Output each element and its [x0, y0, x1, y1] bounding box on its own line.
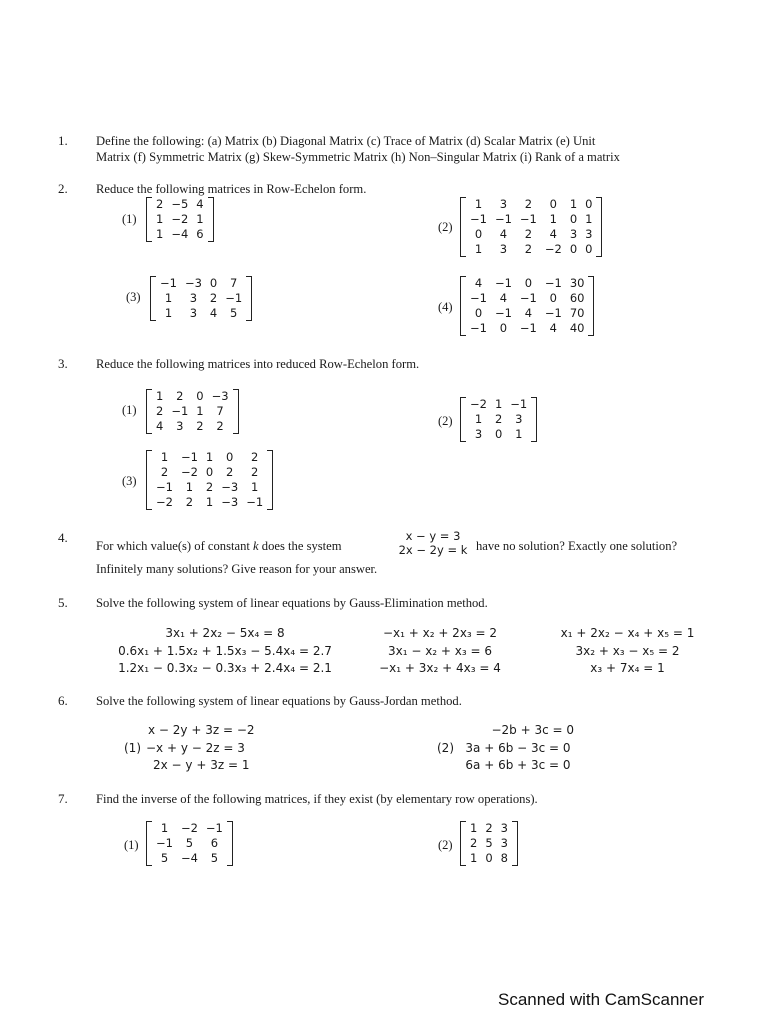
q2-number: 2.: [58, 181, 68, 196]
bracket-right: [588, 276, 594, 336]
matrix-row: [152, 851, 227, 866]
matrix-cell: 1: [494, 397, 503, 411]
matrix-cell: 1: [470, 821, 478, 835]
matrix-cell: 2: [156, 197, 164, 211]
matrix-cell: 2: [470, 836, 478, 850]
q7-matrix-2: [460, 821, 518, 866]
q6-sys1-eq3: 2x − y + 3z = 1: [153, 758, 250, 772]
matrix-cell: 0: [474, 306, 483, 320]
q2-matrix-4: [460, 276, 594, 336]
matrix-cell: 0: [226, 450, 234, 464]
matrix-cell: 6: [210, 836, 219, 850]
matrix-row: [152, 197, 208, 212]
q5-system-1: [100, 625, 350, 678]
matrix-cell: −1: [519, 321, 537, 335]
matrix-table: [152, 389, 233, 434]
matrix-row: [466, 212, 596, 227]
matrix-table: [152, 821, 227, 866]
q4-line2: Infinitely many solutions? Give reason for your answer.: [96, 562, 378, 576]
matrix-cell: −1: [470, 291, 487, 305]
matrix-cell: 2: [216, 419, 224, 433]
q1-line2: Matrix (f) Symmetric Matrix (g) Skew-Symmetric Matrix (h) Non–Singular Matrix (i) Rank of a matrix: [96, 150, 620, 164]
matrix-cell: 1: [549, 212, 557, 226]
matrix-cell: −1: [544, 306, 562, 320]
q6-sys1-eq1: x − 2y + 3z = −2: [148, 723, 255, 737]
matrix-cell: −1: [519, 212, 537, 226]
matrix-cell: 2: [185, 495, 194, 509]
q2-m1-label: (1): [122, 212, 137, 226]
matrix-cell: 2: [226, 465, 234, 479]
matrix-cell: −3: [221, 495, 239, 509]
matrix-cell: 0: [485, 851, 493, 865]
matrix-cell: 40: [569, 321, 585, 335]
q5-sys2-eq2: 3x₁ − x₂ + x₃ = 6: [387, 643, 493, 658]
q4-post: have no solution? Exactly one solution?: [476, 539, 678, 553]
matrix-cell: 1: [205, 495, 214, 509]
q3-matrix-3: [146, 450, 273, 510]
q6-text: Solve the following system of linear equations by Gauss-Jordan method.: [96, 694, 462, 708]
matrix-cell: −1: [470, 321, 487, 335]
matrix-cell: 1: [251, 480, 259, 494]
matrix-cell: 3: [500, 821, 508, 835]
matrix-cell: 0: [585, 242, 593, 256]
matrix-row: [466, 291, 588, 306]
q5-number: 5.: [58, 595, 68, 610]
bracket-right: [246, 276, 252, 321]
q4-eq1: x − y = 3: [405, 529, 461, 543]
q3-matrix-1: [146, 389, 239, 434]
matrix-cell: 3: [189, 306, 198, 320]
q5-sys3-eq2: 3x₂ + x₃ − x₅ = 2: [575, 643, 680, 658]
matrix-cell: 1: [196, 404, 204, 418]
q1-text: [96, 133, 736, 165]
matrix-cell: 1: [205, 450, 214, 464]
matrix-row: [152, 419, 233, 434]
matrix-cell: 0: [524, 276, 533, 290]
q6-sys2-eq3: 6a + 6b + 3c = 0: [465, 758, 571, 772]
matrix-table: [156, 276, 246, 321]
matrix-cell: 4: [524, 306, 533, 320]
matrix-row: [466, 851, 512, 866]
matrix-cell: 3: [499, 242, 508, 256]
matrix-table: [466, 276, 588, 336]
matrix-cell: 2: [524, 242, 533, 256]
matrix-cell: 2: [485, 821, 493, 835]
matrix-cell: −1: [225, 291, 243, 305]
matrix-row: [156, 291, 246, 306]
q3-matrix-2: [460, 397, 537, 442]
matrix-table: [152, 450, 267, 510]
matrix-cell: −2: [544, 242, 562, 256]
matrix-cell: 1: [156, 389, 164, 403]
q2-text: Reduce the following matrices in Row-Echelon form.: [96, 182, 367, 196]
matrix-row: [152, 404, 233, 419]
bracket-right: [233, 389, 239, 434]
matrix-cell: 1: [474, 197, 483, 211]
matrix-row: [466, 836, 512, 851]
matrix-row: [152, 450, 267, 465]
matrix-cell: −5: [171, 197, 189, 211]
matrix-cell: 2: [251, 450, 259, 464]
q6-label-2: (2): [437, 741, 454, 755]
matrix-cell: 1: [164, 306, 173, 320]
matrix-cell: 60: [569, 291, 585, 305]
matrix-cell: 4: [499, 227, 508, 241]
matrix-row: [466, 306, 588, 321]
q2-m3-label: (3): [126, 290, 141, 304]
q3-text: Reduce the following matrices into reduced Row-Echelon form.: [96, 357, 420, 371]
q5-sys1-eq1: 3x₁ + 2x₂ − 5x₄ = 8: [165, 626, 285, 640]
matrix-cell: 0: [499, 321, 508, 335]
matrix-row: [152, 212, 208, 227]
q3-m3-label: (3): [122, 474, 137, 488]
matrix-cell: −1: [156, 836, 173, 850]
q5-sys2-eq1: −x₁ + x₂ + 2x₃ = 2: [382, 626, 498, 640]
q6-system-2: [458, 722, 578, 775]
matrix-cell: 5: [485, 836, 493, 850]
matrix-cell: 8: [500, 851, 508, 865]
matrix-cell: 6: [196, 227, 204, 241]
matrix-cell: 3: [499, 197, 508, 211]
bracket-right: [227, 821, 233, 866]
matrix-cell: −1: [180, 450, 198, 464]
matrix-cell: 2: [251, 465, 259, 479]
matrix-cell: 3: [176, 419, 184, 433]
matrix-cell: 2: [176, 389, 184, 403]
matrix-cell: 5: [160, 851, 169, 865]
matrix-row: [156, 276, 246, 291]
q3-m1-label: (1): [122, 403, 137, 417]
matrix-cell: 2: [494, 412, 503, 426]
matrix-cell: 5: [230, 306, 238, 320]
q6-system-1: [146, 722, 296, 775]
matrix-cell: −3: [184, 276, 202, 290]
matrix-cell: 1: [156, 212, 164, 226]
matrix-cell: 0: [209, 276, 218, 290]
matrix-cell: −3: [221, 480, 239, 494]
matrix-cell: 1: [474, 412, 483, 426]
matrix-cell: 1: [196, 212, 204, 226]
matrix-cell: 2: [524, 227, 533, 241]
matrix-row: [466, 242, 596, 257]
matrix-cell: 4: [549, 227, 557, 241]
q7-text: Find the inverse of the following matrices, if they exist (by elementary row operations).: [96, 792, 538, 806]
q7-m1-label: (1): [124, 838, 139, 852]
matrix-cell: 1: [164, 291, 173, 305]
matrix-cell: 0: [549, 197, 557, 211]
q3-number: 3.: [58, 356, 68, 371]
matrix-cell: 1: [474, 242, 483, 256]
matrix-cell: 30: [569, 276, 585, 290]
q6-label-1: (1): [124, 741, 141, 755]
matrix-cell: 4: [499, 291, 508, 305]
matrix-row: [152, 480, 267, 495]
q5-sys2-eq3: −x₁ + 3x₂ + 4x₃ = 4: [379, 661, 501, 675]
q2-m2-label: (2): [438, 220, 453, 234]
matrix-cell: 1: [470, 851, 478, 865]
matrix-cell: 1: [160, 821, 169, 835]
matrix-row: [466, 412, 531, 427]
matrix-cell: −1: [494, 276, 512, 290]
matrix-row: [466, 821, 512, 836]
matrix-cell: 7: [230, 276, 238, 290]
matrix-cell: 1: [569, 197, 578, 211]
q2-matrix-3: [150, 276, 252, 321]
matrix-cell: 4: [474, 276, 483, 290]
q6-number: 6.: [58, 693, 68, 708]
matrix-row: [466, 427, 531, 442]
matrix-cell: −2: [180, 465, 198, 479]
matrix-cell: 1: [185, 480, 194, 494]
matrix-cell: 1: [160, 450, 169, 464]
q4-number: 4.: [58, 530, 68, 545]
matrix-cell: 3: [500, 836, 508, 850]
bracket-right: [208, 197, 214, 242]
matrix-row: [466, 276, 588, 291]
matrix-cell: 2: [524, 197, 533, 211]
q2-m4-label: (4): [438, 300, 453, 314]
matrix-row: [466, 227, 596, 242]
matrix-cell: −1: [544, 276, 562, 290]
matrix-cell: −1: [494, 212, 512, 226]
matrix-row: [466, 197, 596, 212]
scanner-watermark: Scanned with CamScanner: [498, 990, 705, 1009]
matrix-cell: 2: [196, 419, 204, 433]
q7-matrix-1: [146, 821, 233, 866]
q6-sys2-eq2: 3a + 6b − 3c = 0: [465, 740, 571, 755]
matrix-cell: 0: [474, 227, 483, 241]
matrix-row: [152, 465, 267, 480]
matrix-table: [466, 197, 596, 257]
matrix-table: [466, 821, 512, 866]
matrix-cell: 0: [549, 291, 557, 305]
matrix-cell: 70: [569, 306, 585, 320]
matrix-cell: 3: [585, 227, 593, 241]
q2-matrix-2: [460, 197, 602, 257]
matrix-cell: 0: [205, 465, 214, 479]
matrix-cell: 0: [569, 242, 578, 256]
matrix-row: [466, 321, 588, 336]
matrix-cell: 3: [474, 427, 483, 441]
matrix-cell: 4: [549, 321, 557, 335]
matrix-cell: 0: [196, 389, 204, 403]
matrix-row: [152, 389, 233, 404]
q7-number: 7.: [58, 791, 68, 806]
q5-sys3-eq1: x₁ + 2x₂ − x₄ + x₅ = 1: [560, 626, 695, 640]
q4-eq2: 2x − 2y = k: [398, 543, 468, 557]
matrix-cell: 5: [185, 836, 194, 850]
matrix-cell: 1: [156, 227, 164, 241]
matrix-cell: 5: [210, 851, 219, 865]
matrix-cell: −1: [519, 291, 537, 305]
matrix-row: [152, 836, 227, 851]
matrix-cell: −2: [156, 495, 173, 509]
q4-pre: For which value(s) of constant: [96, 539, 250, 553]
q4-mid: does the system: [261, 539, 342, 553]
q6-sys1-eq2: −x + y − 2z = 3: [146, 740, 245, 755]
matrix-cell: 7: [216, 404, 224, 418]
matrix-cell: 2: [205, 480, 214, 494]
matrix-cell: 2: [156, 404, 164, 418]
matrix-cell: 3: [515, 412, 523, 426]
matrix-cell: −2: [171, 212, 189, 226]
matrix-cell: 0: [585, 197, 593, 211]
q4-system: [392, 529, 474, 557]
matrix-cell: −1: [246, 495, 264, 509]
q7-m2-label: (2): [438, 838, 453, 852]
matrix-cell: −1: [494, 306, 512, 320]
q2-matrix-1: [146, 197, 214, 242]
q1-number: 1.: [58, 133, 68, 148]
q3-m2-label: (2): [438, 414, 453, 428]
matrix-cell: 2: [209, 291, 218, 305]
matrix-cell: 4: [196, 197, 204, 211]
matrix-cell: −1: [160, 276, 177, 290]
q5-sys1-eq3: 1.2x₁ − 0.3x₂ − 0.3x₃ + 2.4x₄ = 2.1: [118, 661, 332, 675]
matrix-cell: 1: [585, 212, 593, 226]
matrix-cell: 0: [569, 212, 578, 226]
matrix-cell: 1: [515, 427, 523, 441]
q1-line1: Define the following: (a) Matrix (b) Diagonal Matrix (c) Trace of Matrix (d) Scalar Matrix (e) Unit: [96, 134, 596, 148]
matrix-cell: 0: [494, 427, 503, 441]
matrix-cell: 4: [209, 306, 218, 320]
q5-text: Solve the following system of linear equations by Gauss-Elimination method.: [96, 596, 488, 610]
matrix-cell: −4: [180, 851, 198, 865]
matrix-cell: −1: [171, 404, 189, 418]
matrix-row: [466, 397, 531, 412]
matrix-cell: −2: [470, 397, 487, 411]
matrix-cell: 3: [189, 291, 198, 305]
q5-sys1-eq2: 0.6x₁ + 1.5x₂ + 1.5x₃ − 5.4x₄ = 2.7: [118, 643, 332, 658]
matrix-cell: −3: [211, 389, 229, 403]
bracket-right: [596, 197, 602, 257]
matrix-row: [152, 227, 208, 242]
matrix-cell: −1: [470, 212, 487, 226]
matrix-table: [466, 397, 531, 442]
matrix-cell: −1: [510, 397, 528, 411]
matrix-row: [156, 306, 246, 321]
matrix-row: [152, 821, 227, 836]
matrix-cell: 3: [569, 227, 578, 241]
bracket-right: [512, 821, 518, 866]
matrix-cell: −1: [156, 480, 173, 494]
bracket-right: [531, 397, 537, 442]
q5-system-3: [540, 625, 715, 678]
q5-sys3-eq3: x₃ + 7x₄ = 1: [590, 661, 665, 675]
q4-k: k: [253, 539, 259, 553]
q6-sys2-eq1: −2b + 3c = 0: [491, 723, 574, 737]
matrix-cell: 2: [160, 465, 169, 479]
matrix-table: [152, 197, 208, 242]
matrix-cell: −1: [205, 821, 223, 835]
matrix-cell: −4: [171, 227, 189, 241]
matrix-row: [152, 495, 267, 510]
matrix-cell: 4: [156, 419, 164, 433]
q5-system-2: [360, 625, 520, 678]
bracket-right: [267, 450, 273, 510]
matrix-cell: −2: [180, 821, 198, 835]
